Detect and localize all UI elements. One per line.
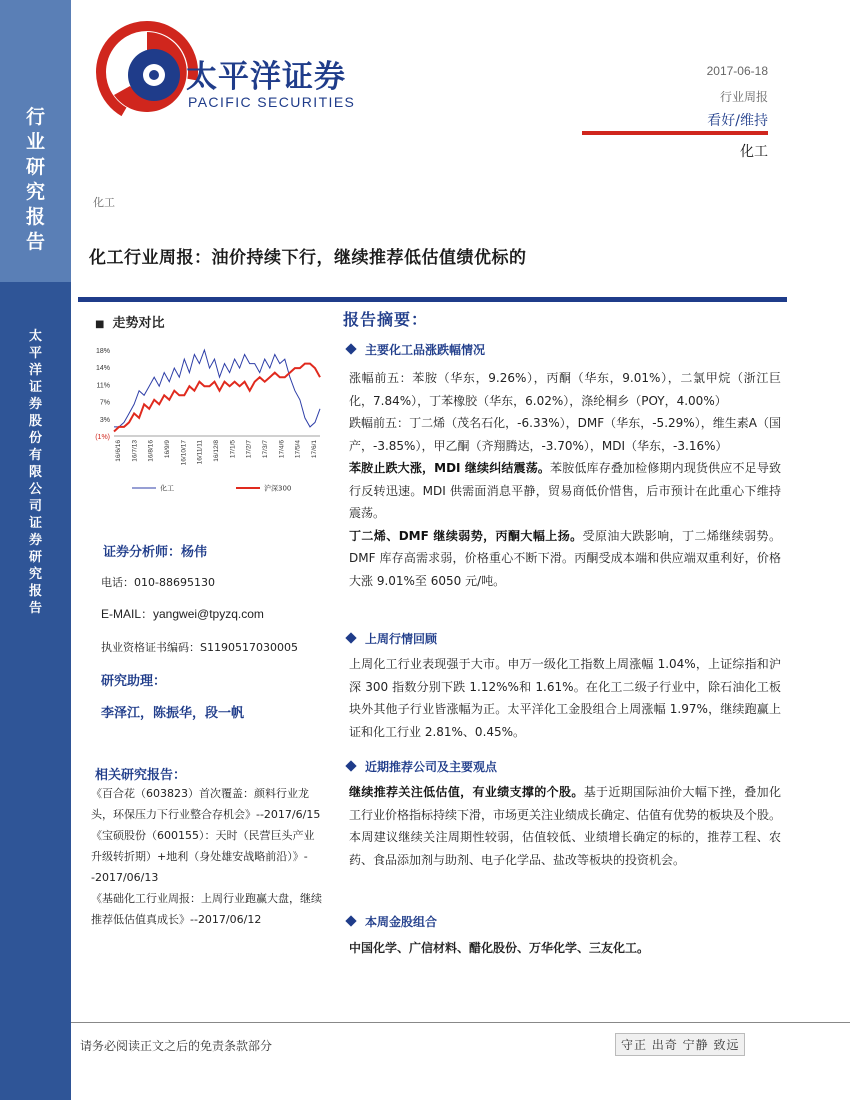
divider [582,131,768,135]
divider [71,1022,850,1023]
disclaimer: 请务必阅读正文之后的免责条款部分 [80,1039,273,1053]
series-line [114,364,320,432]
diamond-icon [345,632,356,643]
assistant-names: 李泽江，陈振华，段一帆 [101,706,245,721]
square-icon: ■ [95,319,105,330]
report-type: 行业周报 [719,90,768,104]
divider [78,297,787,302]
summary-heading: 报告摘要： [343,310,429,329]
breadcrumb: 化工 [93,196,115,209]
y-tick-label: 18% [95,348,110,355]
x-tick-label: 17/4/6 [278,440,286,459]
logo-title: 太平洋证券 [186,59,346,95]
trend-heading: ■ 走势对比 [95,316,165,331]
diamond-icon [345,760,356,771]
section-body: 涨幅前五：苯胺（华东，9.26%），丙酮（华东，9.01%），二氯甲烷（浙江巨化，7.84%），丁苯橡胶（华东，6.02%），涤纶桐乡（POY，4.00%） 跌幅前五：丁二烯（茂名石化，-6.33%），DMF（华东，-5.29%），维生素A（国产，-3.85%），甲乙酮（齐翔腾达，-3.70%），MDI（华东，-3.16%） 苯胺止跌大涨，MDI 继续纠结震荡。苯胺低库存叠加检修期内现货供应不足导致行反转迅速。MDI 供需面消息平静，贸易商低价惜售，后市预计在此重心下维持震荡。 丁二烯、DMF 继续弱势，丙酮大幅上扬。受原油大跌影响，丁二烯继续弱势。DMF 库存高需求弱，价格重心不断下滑。丙酮受成本端和供应端双重利好，价格大涨 9.01%至 6050 元/吨。 [349,371,781,588]
x-tick-label: 17/2/7 [245,440,253,459]
x-tick-label: 17/1/5 [229,440,237,459]
trend-chart [88,340,328,498]
rating: 看好/维持 [707,113,768,129]
legend-label: 沪深300 [264,484,292,493]
related-reports-list [91,783,324,930]
related-reports-heading: 相关研究报告： [95,768,187,783]
x-tick-label: 16/12/8 [213,440,220,462]
industry-label: 化工 [740,144,768,160]
y-tick-label: 7% [99,399,110,407]
y-tick-label: (1%) [95,434,110,441]
x-tick-label: 17/6/1 [311,440,318,459]
x-tick-label: 16/6/16 [115,440,122,462]
y-tick-label: 11% [96,382,110,390]
logo-subtitle: PACIFIC SECURITIES [188,94,356,110]
x-tick-label: 16/9/9 [164,440,171,459]
analyst-name: 证券分析师：杨伟 [103,545,208,560]
section-heading: 本周金股组合 [343,913,437,930]
section-body: 上周化工行业表现强于大市。申万一级化工指数上周涨幅 1.04%，上证综指和沪深 300 指数分别下跌 1.12%%和 1.61%。在化工二级子行业中，除石油化工板块外其他子行业皆涨幅为正。太平洋化工金股组合上周涨幅 1.97%，继续跑赢上证和化工行业 2.81%、0.45%。 [349,657,781,739]
company-name-vertical: 太 平 洋 证 券 股 份 有 限 公 司 证 券 研 究 报 告 [28,329,42,616]
section-body: 中国化学、广信材料、醋化股份、万华化学、三友化工。 [349,941,650,955]
certificate-number: 执业资格证书编码：S1190517030005 [101,641,298,654]
related-report-item[interactable]: 《百合花（603823）首次覆盖：颜料行业龙头，环保压力下行业整合存机会》--2017/6/15 [91,787,321,821]
x-tick-label: 16/10/17 [180,440,188,466]
assistant-label: 研究助理： [101,674,167,689]
related-report-item[interactable]: 《基础化工行业周报：上周行业跑赢大盘，继续推荐低估值真成长》--2017/06/12 [91,892,322,926]
diamond-icon [345,343,356,354]
section-heading: 上周行情回顾 [343,630,437,647]
series-line [114,350,320,427]
diamond-icon [345,915,356,926]
section-body: 继续推荐关注低估值，有业绩支撑的个股。基于近期国际油价大幅下挫，叠加化工行业价格指标持续下滑，市场更关注业绩成长确定、估值有优势的板块及个股。本周建议继续关注周期性较弱，估值较低、业绩增长确定的标的，推荐工程、农药、食品添加剂与助剂、电子化学品、盐改等板块的投资机会。 [349,785,782,867]
sidebar-band [0,0,71,1100]
x-tick-label: 16/11/11 [196,440,204,465]
y-tick-label: 3% [99,416,110,424]
email-address: E-MAIL：yangwei@tpyzq.com [101,607,264,621]
section-heading: 主要化工品涨跌幅情况 [343,341,485,358]
report-date: 2017-06-18 [706,64,768,78]
section-heading: 近期推荐公司及主要观点 [343,758,497,775]
page-title: 化工行业周报：油价持续下行，继续推荐低估值绩优标的 [89,248,527,268]
phone-number: 电话：010-88695130 [101,576,215,589]
x-tick-label: 16/8/16 [147,440,155,462]
company-motto: 守正 出奇 宁静 致远 [615,1033,745,1056]
y-tick-label: 14% [95,365,110,373]
legend-label: 化工 [160,484,174,493]
x-tick-label: 17/3/7 [262,440,269,459]
x-tick-label: 17/5/4 [294,440,302,459]
related-report-item[interactable]: 《宝硕股份（600155）：天时（民营巨头产业升级转折期）+地利（身处雄安战略前沿）》--2017/06/13 [91,829,315,884]
report-category-vertical: 行 业 研 究 报 告 [25,106,45,253]
x-tick-label: 16/7/13 [131,440,139,462]
